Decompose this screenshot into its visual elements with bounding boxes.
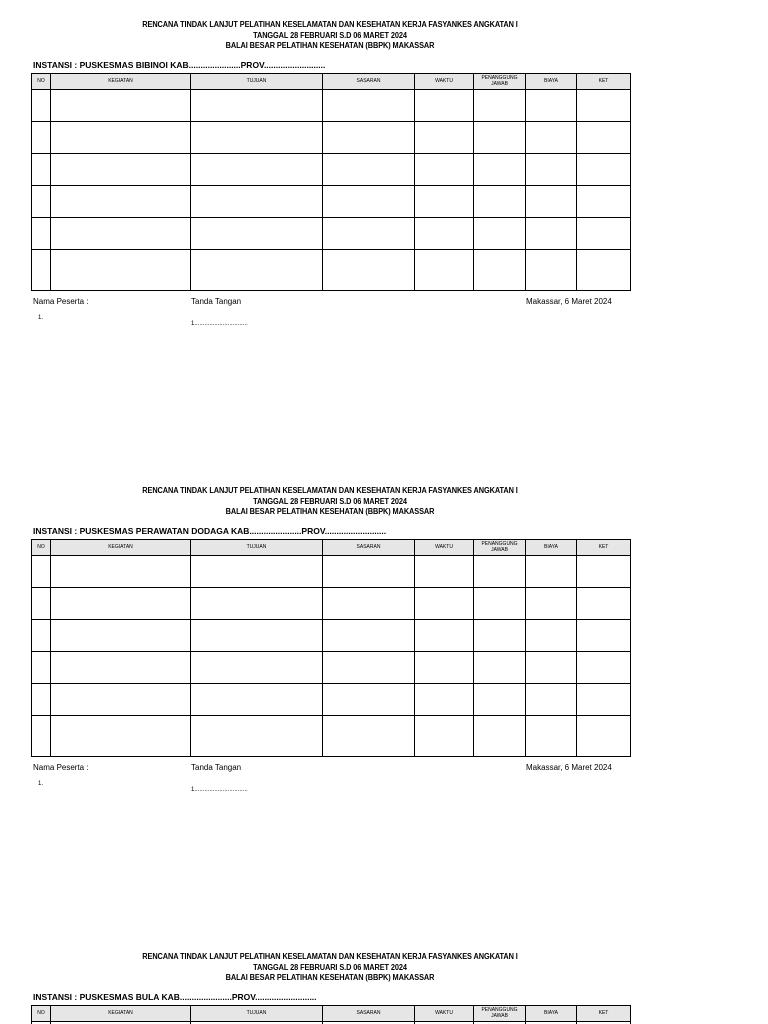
cell[interactable]: [474, 90, 526, 122]
col-biaya: BIAYA: [526, 74, 577, 90]
cell[interactable]: [32, 716, 51, 757]
cell[interactable]: [51, 652, 191, 684]
signature-line: 1................................: [191, 321, 248, 327]
cell[interactable]: [51, 250, 191, 291]
col-ket: KET: [577, 74, 631, 90]
table-row: [32, 122, 631, 154]
cell[interactable]: [526, 122, 577, 154]
form-title: [0, 952, 660, 984]
cell[interactable]: [32, 556, 51, 588]
cell[interactable]: [577, 250, 631, 291]
col-kegiatan: KEGIATAN: [51, 74, 191, 90]
cell[interactable]: [474, 154, 526, 186]
cell[interactable]: [323, 684, 415, 716]
cell[interactable]: [32, 652, 51, 684]
cell[interactable]: [51, 556, 191, 588]
cell[interactable]: [191, 652, 323, 684]
cell[interactable]: [415, 122, 474, 154]
cell[interactable]: [526, 620, 577, 652]
cell[interactable]: [191, 218, 323, 250]
cell[interactable]: [191, 684, 323, 716]
cell[interactable]: [191, 716, 323, 757]
title-line-2: TANGGAL 28 FEBRUARI S.D 06 MARET 2024: [253, 496, 407, 506]
instansi-label: INSTANSI : PUSKESMAS BIBINOI KAB......................PROV..........................: [33, 60, 326, 70]
tanda-tangan-label: Tanda Tangan: [191, 763, 242, 772]
rtl-table: [31, 539, 631, 757]
table-row: [32, 186, 631, 218]
nama-peserta-label: Nama Peserta :: [33, 763, 89, 772]
col-waktu: WAKTU: [415, 1006, 474, 1022]
cell[interactable]: [415, 716, 474, 757]
col-penanggung-jawab: PENANGGUNG JAWAB: [474, 1006, 526, 1022]
cell[interactable]: [415, 652, 474, 684]
cell[interactable]: [323, 716, 415, 757]
form-title: [0, 486, 660, 518]
title-line-1: RENCANA TINDAK LANJUT PELATIHAN KESELAMATAN DAN KESEHATAN KERJA FASYANKES ANGKATAN I: [142, 952, 518, 961]
cell[interactable]: [323, 652, 415, 684]
place-date: Makassar, 6 Maret 2024: [526, 297, 612, 306]
col-waktu: WAKTU: [415, 540, 474, 556]
cell[interactable]: [32, 684, 51, 716]
cell[interactable]: [577, 218, 631, 250]
cell[interactable]: [323, 250, 415, 291]
col-waktu: WAKTU: [415, 74, 474, 90]
cell[interactable]: [577, 122, 631, 154]
table-row: [32, 684, 631, 716]
cell[interactable]: [474, 556, 526, 588]
title-line-2: TANGGAL 28 FEBRUARI S.D 06 MARET 2024: [253, 962, 407, 972]
cell[interactable]: [415, 250, 474, 291]
cell[interactable]: [415, 684, 474, 716]
cell[interactable]: [526, 186, 577, 218]
instansi-label: INSTANSI : PUSKESMAS BULA KAB......................PROV..........................: [33, 992, 317, 1002]
rtl-table: [31, 73, 631, 291]
table-row: [32, 154, 631, 186]
col-penanggung-jawab: PENANGGUNG JAWAB: [474, 540, 526, 556]
col-tujuan: TUJUAN: [191, 540, 323, 556]
cell[interactable]: [577, 556, 631, 588]
cell[interactable]: [32, 620, 51, 652]
cell[interactable]: [32, 588, 51, 620]
title-line-1: RENCANA TINDAK LANJUT PELATIHAN KESELAMATAN DAN KESEHATAN KERJA FASYANKES ANGKATAN I: [142, 20, 518, 29]
cell[interactable]: [415, 154, 474, 186]
signature-line: 1................................: [191, 787, 248, 793]
table-row: [32, 250, 631, 291]
col-kegiatan: KEGIATAN: [51, 540, 191, 556]
cell[interactable]: [415, 620, 474, 652]
table-row: [32, 716, 631, 757]
cell[interactable]: [191, 588, 323, 620]
cell[interactable]: [51, 186, 191, 218]
cell[interactable]: [191, 154, 323, 186]
cell[interactable]: [32, 90, 51, 122]
table-header-row: [32, 1006, 631, 1022]
cell[interactable]: [526, 218, 577, 250]
cell[interactable]: [526, 154, 577, 186]
title-line-3: BALAI BESAR PELATIHAN KESEHATAN (BBPK) MAKASSAR: [225, 507, 435, 516]
col-tujuan: TUJUAN: [191, 1006, 323, 1022]
rtl-table: [31, 1005, 631, 1024]
cell[interactable]: [191, 620, 323, 652]
col-ket: KET: [577, 1006, 631, 1022]
cell[interactable]: [191, 186, 323, 218]
cell[interactable]: [323, 90, 415, 122]
col-no: NO: [32, 1006, 51, 1022]
table-header-row: [32, 74, 631, 90]
col-no: NO: [32, 540, 51, 556]
col-tujuan: TUJUAN: [191, 74, 323, 90]
cell[interactable]: [51, 122, 191, 154]
cell[interactable]: [323, 588, 415, 620]
cell[interactable]: [526, 716, 577, 757]
cell[interactable]: [32, 250, 51, 291]
col-sasaran: SASARAN: [323, 1006, 415, 1022]
cell[interactable]: [474, 716, 526, 757]
cell[interactable]: [323, 218, 415, 250]
form-title: [0, 20, 660, 52]
col-ket: KET: [577, 540, 631, 556]
cell[interactable]: [526, 250, 577, 291]
cell[interactable]: [415, 186, 474, 218]
tanda-tangan-label: Tanda Tangan: [191, 297, 242, 306]
title-line-1: RENCANA TINDAK LANJUT PELATIHAN KESELAMATAN DAN KESEHATAN KERJA FASYANKES ANGKATAN I: [142, 486, 518, 495]
table-row: [32, 620, 631, 652]
cell[interactable]: [51, 620, 191, 652]
cell[interactable]: [577, 620, 631, 652]
cell[interactable]: [323, 122, 415, 154]
cell[interactable]: [32, 218, 51, 250]
table-row: [32, 556, 631, 588]
cell[interactable]: [323, 620, 415, 652]
form-3: [0, 932, 768, 1024]
table-row: [32, 90, 631, 122]
cell[interactable]: [32, 122, 51, 154]
cell[interactable]: [323, 556, 415, 588]
cell[interactable]: [526, 556, 577, 588]
cell[interactable]: [51, 588, 191, 620]
cell[interactable]: [526, 90, 577, 122]
cell[interactable]: [474, 218, 526, 250]
table-row: [32, 218, 631, 250]
cell[interactable]: [51, 716, 191, 757]
cell[interactable]: [191, 556, 323, 588]
nama-peserta-label: Nama Peserta :: [33, 297, 89, 306]
cell[interactable]: [526, 652, 577, 684]
col-no: NO: [32, 74, 51, 90]
cell[interactable]: [577, 716, 631, 757]
cell[interactable]: [415, 218, 474, 250]
col-sasaran: SASARAN: [323, 540, 415, 556]
cell[interactable]: [474, 588, 526, 620]
cell[interactable]: [474, 684, 526, 716]
cell[interactable]: [32, 154, 51, 186]
col-penanggung-jawab: PENANGGUNG JAWAB: [474, 74, 526, 90]
col-sasaran: SASARAN: [323, 74, 415, 90]
title-line-3: BALAI BESAR PELATIHAN KESEHATAN (BBPK) MAKASSAR: [225, 41, 435, 50]
title-line-2: TANGGAL 28 FEBRUARI S.D 06 MARET 2024: [253, 30, 407, 40]
participant-number: 1.: [38, 781, 44, 787]
cell[interactable]: [32, 186, 51, 218]
cell[interactable]: [577, 90, 631, 122]
cell[interactable]: [474, 250, 526, 291]
cell[interactable]: [51, 154, 191, 186]
cell[interactable]: [474, 186, 526, 218]
table-row: [32, 652, 631, 684]
table-row: [32, 588, 631, 620]
cell[interactable]: [415, 556, 474, 588]
participant-number: 1.: [38, 315, 44, 321]
cell[interactable]: [51, 684, 191, 716]
cell[interactable]: [474, 620, 526, 652]
place-date: Makassar, 6 Maret 2024: [526, 763, 612, 772]
cell[interactable]: [415, 90, 474, 122]
cell[interactable]: [415, 588, 474, 620]
cell[interactable]: [191, 122, 323, 154]
cell[interactable]: [577, 652, 631, 684]
cell[interactable]: [577, 154, 631, 186]
cell[interactable]: [577, 684, 631, 716]
table-header-row: [32, 540, 631, 556]
cell[interactable]: [323, 186, 415, 218]
cell[interactable]: [577, 588, 631, 620]
cell[interactable]: [526, 684, 577, 716]
cell[interactable]: [474, 122, 526, 154]
cell[interactable]: [191, 90, 323, 122]
cell[interactable]: [51, 90, 191, 122]
col-biaya: BIAYA: [526, 540, 577, 556]
instansi-label: INSTANSI : PUSKESMAS PERAWATAN DODAGA KAB......................PROV..........................: [33, 526, 387, 536]
col-biaya: BIAYA: [526, 1006, 577, 1022]
cell[interactable]: [191, 250, 323, 291]
cell[interactable]: [577, 186, 631, 218]
col-kegiatan: KEGIATAN: [51, 1006, 191, 1022]
cell[interactable]: [526, 588, 577, 620]
cell[interactable]: [51, 218, 191, 250]
cell[interactable]: [474, 652, 526, 684]
cell[interactable]: [323, 154, 415, 186]
title-line-3: BALAI BESAR PELATIHAN KESEHATAN (BBPK) MAKASSAR: [225, 973, 435, 982]
